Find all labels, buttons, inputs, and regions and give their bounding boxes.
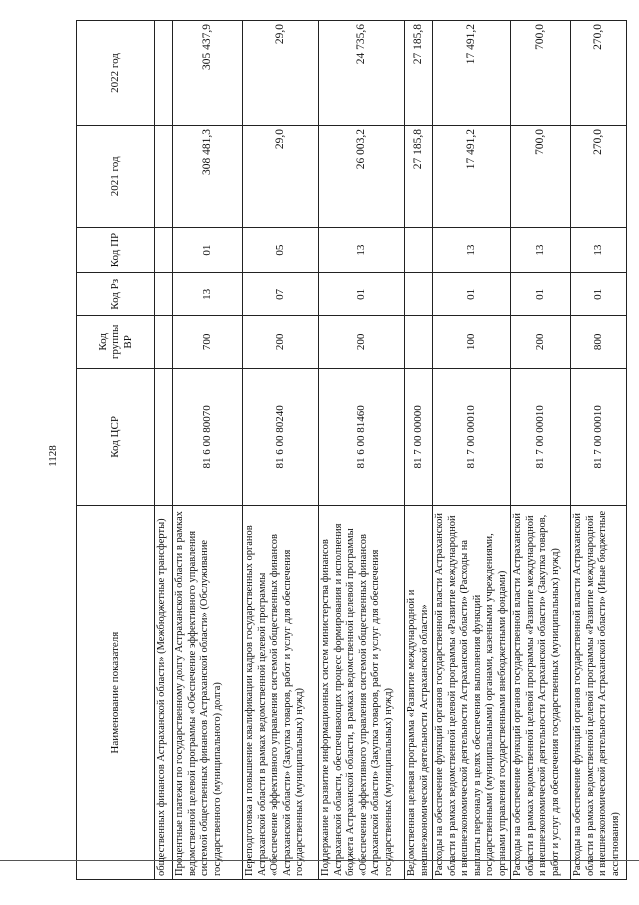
cell-vr: 200	[511, 316, 571, 368]
header-rz: Код Рз	[77, 273, 155, 316]
table-row	[433, 21, 511, 880]
cell-y2022: 29,0	[243, 21, 319, 126]
cell-csr: 81 6 00 81460	[319, 368, 405, 506]
header-2022: 2022 год	[77, 21, 155, 126]
cell-pr: 13	[511, 227, 571, 273]
cell-vr: 800	[571, 316, 627, 368]
cell-pr: 01	[173, 227, 243, 273]
table-row	[571, 21, 627, 880]
cell-y2022: 700,0	[511, 21, 571, 126]
cell-rz: 13	[173, 273, 243, 316]
cell-y2021: 17 491,2	[433, 125, 511, 227]
cell-csr: 81 6 00 80240	[243, 368, 319, 506]
cell-y2022: 24 735,6	[319, 21, 405, 126]
cell-pr: 13	[433, 227, 511, 273]
cell-rz: 01	[433, 273, 511, 316]
cell-y2022: 270,0	[571, 21, 627, 126]
table-row	[319, 21, 405, 880]
table-row	[173, 21, 243, 880]
cell-name: Поддержание и развитие информационных систем министерства финансов Астраханской области, обеспечивающих процесс формирования и исполнения бюджета Астраханской области, в рамках ведомственной целевой программы «Обеспечение эффективного управления системой общественных финансов Астраханской области» (Закупка товаров, работ и услуг для обеспечения государственных (муниципальных) нужд)	[319, 506, 405, 880]
cell-y2022	[155, 21, 173, 126]
cell-name: Расходы на обеспечение функций органов государственной власти Астраханской области в рамках ведомственной целевой программы «Развитие международной и внешнеэкономической деятельности Астраханской области» (Расходы на выплаты персоналу в целях обеспечения выполнения функций государственными (муниципальными) органами, казенными учреждениями, органами управления государственными внебюджетными фондами)	[433, 506, 511, 880]
cell-csr	[155, 368, 173, 506]
cell-y2021: 26 003,2	[319, 125, 405, 227]
cell-y2021: 700,0	[511, 125, 571, 227]
cell-rz	[405, 273, 433, 316]
cell-name: Расходы на обеспечение функций органов государственной власти Астраханской области в рамках ведомственной целевой программы «Развитие международной и внешнеэкономической деятельности Астраханской области» (Закупка товаров, работ и услуг для обеспечения государственных (муниципальных) нужд)	[511, 506, 571, 880]
cell-name: Ведомственная целевая программа «Развитие международной и внешнеэкономической деятельности Астраханской области»	[405, 506, 433, 880]
cell-csr: 81 7 00 00010	[571, 368, 627, 506]
table-row	[405, 21, 433, 880]
cell-rz	[155, 273, 173, 316]
cell-pr: 05	[243, 227, 319, 273]
table-row	[511, 21, 571, 880]
cell-csr: 81 7 00 00010	[511, 368, 571, 506]
cell-y2021: 27 185,8	[405, 125, 433, 227]
cell-csr: 81 7 00 00010	[433, 368, 511, 506]
header-name: Наименование показателя	[77, 506, 155, 880]
cell-y2021: 308 481,3	[173, 125, 243, 227]
cell-rz: 01	[319, 273, 405, 316]
table-row	[155, 21, 173, 880]
cell-pr: 13	[571, 227, 627, 273]
bottom-rule	[0, 860, 639, 861]
page-number: 1128	[46, 445, 59, 467]
header-2021: 2021 год	[77, 125, 155, 227]
cell-name: Расходы на обеспечение функций органов государственной власти Астраханской области в рамках ведомственной целевой программы «Развитие международной и внешнеэкономической деятельности Астраханской области» (Иные бюджетные ассигнования)	[571, 506, 627, 880]
cell-y2022: 27 185,8	[405, 21, 433, 126]
cell-y2021: 270,0	[571, 125, 627, 227]
cell-pr	[405, 227, 433, 273]
cell-csr: 81 6 00 80070	[173, 368, 243, 506]
cell-vr: 200	[243, 316, 319, 368]
page-number-wrap	[46, 442, 80, 472]
cell-name: общественных финансов Астраханской области» (Межбюджетные трансферты)	[155, 506, 173, 880]
cell-vr: 200	[319, 316, 405, 368]
cell-rz: 01	[511, 273, 571, 316]
header-csr: Код ЦСР	[77, 368, 155, 506]
cell-y2021	[155, 125, 173, 227]
table-row	[243, 21, 319, 880]
cell-vr: 100	[433, 316, 511, 368]
cell-y2021: 29,0	[243, 125, 319, 227]
cell-vr	[405, 316, 433, 368]
cell-vr: 700	[173, 316, 243, 368]
budget-table	[76, 20, 627, 880]
cell-name: Переподготовка и повышение квалификации кадров государственных органов Астраханской области в рамках ведомственной целевой программы «Обеспечение эффективного управления системой общественных финансов Астраханской области» (Закупка товаров, работ и услуг для обеспечения государственных (муниципальных) нужд)	[243, 506, 319, 880]
cell-csr: 81 7 00 00000	[405, 368, 433, 506]
cell-vr	[155, 316, 173, 368]
header-pr: Код ПР	[77, 227, 155, 273]
cell-pr	[155, 227, 173, 273]
cell-rz: 01	[571, 273, 627, 316]
cell-name: Процентные платежи по государственному долгу Астраханской области в рамках ведомственной целевой программы «Обеспечение эффективного управления системой общественных финансов Астраханской области» (Обслуживание государственного (муниципального) долга)	[173, 506, 243, 880]
cell-pr: 13	[319, 227, 405, 273]
cell-y2022: 17 491,2	[433, 21, 511, 126]
rotated-page	[76, 20, 621, 880]
cell-rz: 07	[243, 273, 319, 316]
header-vr: Код группы ВР	[77, 316, 155, 368]
cell-y2022: 305 437,9	[173, 21, 243, 126]
